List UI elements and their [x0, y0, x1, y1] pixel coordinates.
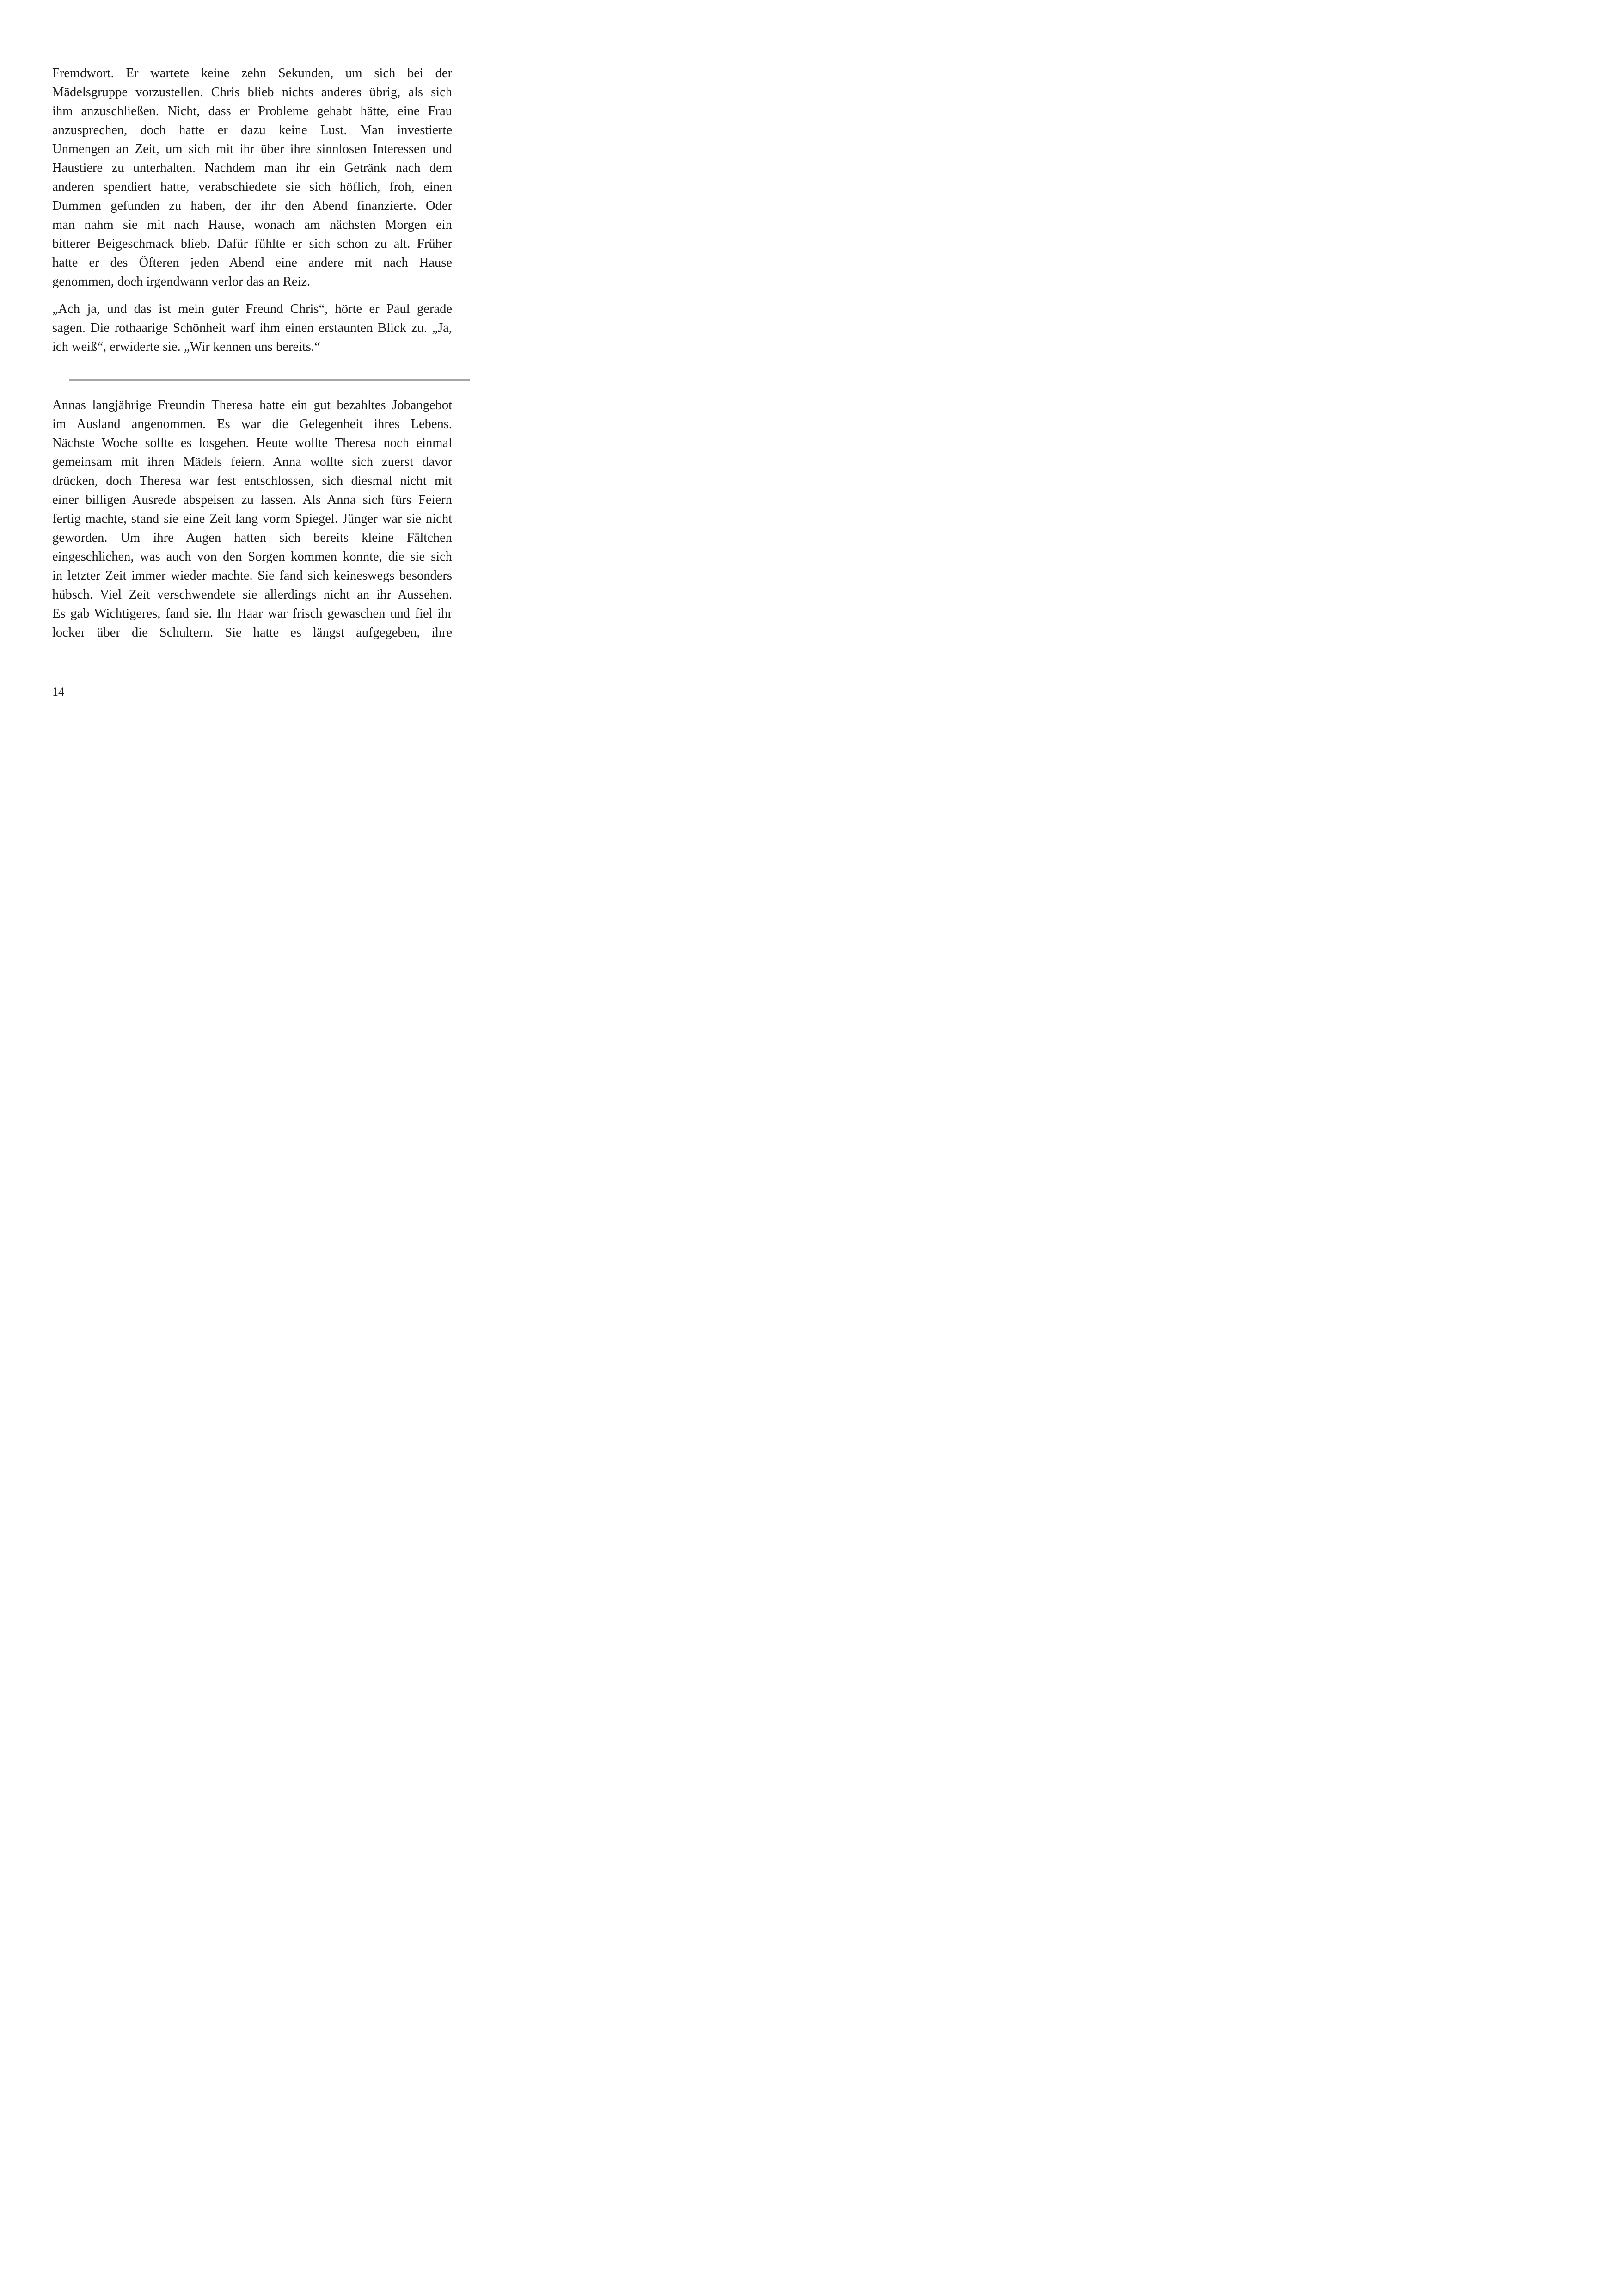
text-line: ihm anzuschließen. Nicht, dass er Probleme gehabt hätte, eine Frau [52, 104, 452, 118]
text-line: eingeschlichen, was auch von den Sorgen kommen konnte, die sie sich [52, 550, 452, 564]
text-line: man nahm sie mit nach Hause, wonach am nächsten Morgen ein [52, 218, 452, 232]
text-line: anderen spendiert hatte, verabschiedete sie sich höflich, froh, einen [52, 180, 452, 194]
text-line: Fremdwort. Er wartete keine zehn Sekunden, um sich bei der [52, 66, 452, 80]
text-line: Mädelsgruppe vorzustellen. Chris blieb nichts anderes übrig, als sich [52, 85, 452, 99]
text-line: anzusprechen, doch hatte er dazu keine Lust. Man investierte [52, 123, 452, 137]
text-line: Dummen gefunden zu haben, der ihr den Abend finanzierte. Oder [52, 199, 452, 213]
text-line: Haustiere zu unterhalten. Nachdem man ihr ein Getränk nach dem [52, 161, 452, 175]
text-line: sagen. Die rothaarige Schönheit warf ihm einen erstaunten Blick zu. „Ja, [52, 321, 452, 335]
text-line: fertig machte, stand sie eine Zeit lang vorm Spiegel. Jünger war sie nicht [52, 512, 452, 526]
page-number: 14 [52, 685, 64, 698]
text-line: bitterer Beigeschmack blieb. Dafür fühlte er sich schon zu alt. Früher [52, 237, 452, 251]
text-line: ich weiß“, erwiderte sie. „Wir kennen uns bereits.“ [52, 340, 320, 354]
text-line: Unmengen an Zeit, um sich mit ihr über ihre sinnlosen Interessen und [52, 142, 452, 156]
text-line: drücken, doch Theresa war fest entschlossen, sich diesmal nicht mit [52, 474, 452, 488]
text-line: locker über die Schultern. Sie hatte es längst aufgegeben, ihre [52, 625, 452, 640]
text-line: einer billigen Ausrede abspeisen zu lassen. Als Anna sich fürs Feiern [52, 493, 452, 507]
text-line: hübsch. Viel Zeit verschwendete sie allerdings nicht an ihr Aussehen. [52, 588, 452, 602]
text-line: „Ach ja, und das ist mein guter Freund Chris“, hörte er Paul gerade [52, 302, 452, 316]
text-line: hatte er des Öfteren jeden Abend eine andere mit nach Hause [52, 256, 452, 270]
text-line: Annas langjährige Freundin Theresa hatte ein gut bezahltes Jobangebot [52, 398, 452, 412]
text-line: geworden. Um ihre Augen hatten sich bereits kleine Fältchen [52, 531, 452, 545]
scene-divider [69, 379, 470, 381]
text-line: im Ausland angenommen. Es war die Gelegenheit ihres Lebens. [52, 417, 452, 431]
text-line: genommen, doch irgendwann verlor das an Reiz. [52, 275, 311, 289]
text-line: gemeinsam mit ihren Mädels feiern. Anna wollte sich zuerst davor [52, 455, 452, 469]
text-line: Es gab Wichtigeres, fand sie. Ihr Haar war frisch gewaschen und fiel ihr [52, 606, 452, 621]
text-line: in letzter Zeit immer wieder machte. Sie fand sich keineswegs besonders [52, 569, 452, 583]
text-line: Nächste Woche sollte es losgehen. Heute wollte Theresa noch einmal [52, 436, 452, 450]
